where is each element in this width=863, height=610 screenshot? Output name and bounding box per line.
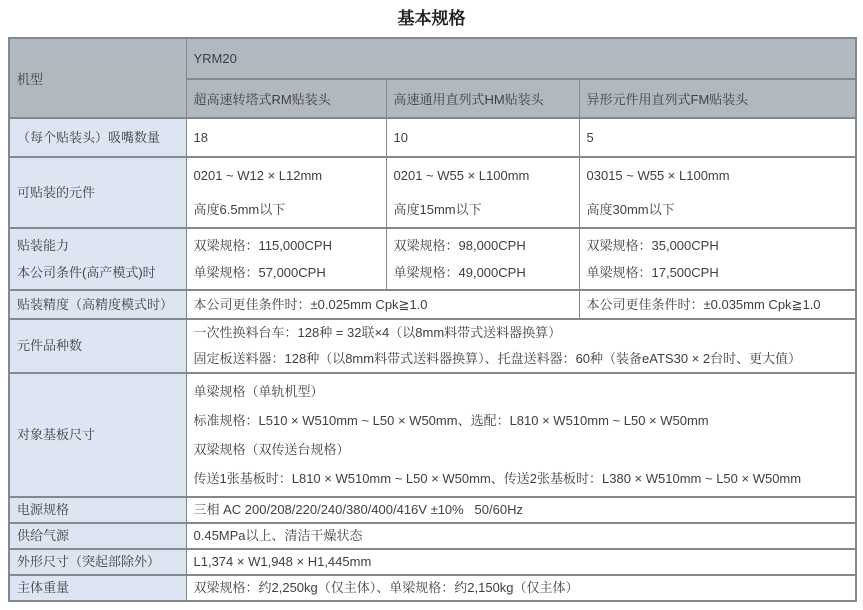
row-label-cell — [9, 228, 186, 290]
row-value-line: 03015 ~ W55 × L100mm — [586, 167, 730, 183]
spec-row — [9, 118, 856, 157]
model-label-cell: 机型 — [9, 38, 186, 118]
row-value-cell — [386, 118, 579, 157]
row-value-line: 单梁规格：49,000CPH — [393, 264, 526, 280]
row-value-line: 单梁规格：57,000CPH — [193, 264, 326, 280]
row-label-cell — [9, 157, 186, 228]
row-label-line: （每个贴装头）吸嘴数量 — [17, 129, 161, 145]
spec-row — [9, 575, 856, 601]
row-label-cell — [9, 497, 186, 523]
row-value-cell — [186, 228, 386, 290]
row-value-line: 双梁规格：约2,250kg（仅主体）、单梁规格：约2,150kg（仅主体） — [193, 580, 579, 595]
row-value-line: 单梁规格（单轨机型） — [193, 383, 324, 399]
row-value-line: L1,374 × W1,948 × H1,445mm — [193, 554, 372, 569]
head-cell-hm: 高速通用直列式HM贴装头 — [386, 79, 579, 118]
row-value-line: 高度15mm以下 — [393, 201, 482, 217]
row-label-cell — [9, 549, 186, 575]
row-value-line: 一次性换料台车：128种 = 32联×4（以8mm料带式送料器换算） — [193, 325, 562, 340]
row-value-cell — [186, 118, 386, 157]
row-label-line: 可贴装的元件 — [17, 184, 96, 200]
spec-row — [9, 290, 856, 319]
row-label-line: 对象基板尺寸 — [17, 427, 96, 442]
row-value-line: 固定板送料器：128种（以8mm料带式送料器换算）、托盘送料器：60种（装备eATS30 × 2台时、更大值） — [193, 351, 802, 366]
row-value-cell — [579, 290, 856, 319]
row-label-cell — [9, 290, 186, 319]
row-value-cell — [186, 373, 856, 497]
spec-row — [9, 373, 856, 497]
row-label-line: 贴装精度（高精度模式时） — [17, 296, 174, 312]
head-cell-fm: 异形元件用直列式FM贴装头 — [579, 79, 856, 118]
row-value-line: 双梁规格：98,000CPH — [393, 237, 526, 253]
spec-table — [8, 37, 857, 602]
row-value-line: 高度30mm以下 — [586, 201, 675, 217]
spec-table-header — [9, 38, 856, 118]
row-value-cell — [386, 228, 579, 290]
row-value-line: 本公司更佳条件时：±0.035mm Cpk≧1.0 — [586, 296, 821, 312]
spec-row — [9, 497, 856, 523]
row-label-cell — [9, 319, 186, 373]
row-value-line: 单梁规格：17,500CPH — [586, 264, 719, 280]
row-value-line: 0201 ~ W12 × L12mm — [193, 167, 323, 183]
row-value-cell — [186, 575, 856, 601]
row-value-line: 18 — [193, 129, 208, 145]
spec-row — [9, 523, 856, 549]
head-cell-rm: 超高速转塔式RM贴装头 — [186, 79, 386, 118]
page-title: 基本规格 — [397, 9, 466, 28]
row-value-line: 0201 ~ W55 × L100mm — [393, 167, 530, 183]
row-label-cell — [9, 118, 186, 157]
model-row — [9, 38, 856, 79]
row-value-cell — [186, 290, 579, 319]
row-label-line: 贴装能力 — [17, 237, 70, 253]
row-value-line: 标准规格：L510 × W510mm ~ L50 × W50mm、选配：L810 × W510mm ~ L50 × W50mm — [193, 412, 709, 428]
row-value-cell — [386, 157, 579, 228]
row-label-line: 外形尺寸（突起部除外） — [17, 554, 161, 569]
row-value-line: 5 — [586, 129, 594, 145]
row-label-cell — [9, 523, 186, 549]
row-value-cell — [186, 157, 386, 228]
row-label-line: 主体重量 — [17, 580, 70, 595]
row-value-line: 三相 AC 200/208/220/240/380/400/416V ±10% 50/60Hz — [193, 502, 523, 517]
row-value-line: 传送1张基板时：L810 × W510mm ~ L50 × W50mm、传送2张基板时：L380 × W510mm ~ L50 × W50mm — [193, 470, 802, 486]
row-value-cell — [579, 157, 856, 228]
row-value-line: 双梁规格：35,000CPH — [586, 237, 719, 253]
spec-row — [9, 157, 856, 228]
row-label-cell — [9, 575, 186, 601]
row-value-line: 本公司更佳条件时：±0.025mm Cpk≧1.0 — [193, 296, 428, 312]
spec-table-body — [9, 118, 856, 601]
spec-row — [9, 549, 856, 575]
row-value-cell — [186, 319, 856, 373]
row-value-cell — [579, 228, 856, 290]
model-value-cell: YRM20 — [186, 38, 856, 79]
row-label-line: 元件品种数 — [17, 338, 83, 353]
row-value-line: 双梁规格（双传送台规格） — [193, 441, 350, 457]
row-value-line: 双梁规格：115,000CPH — [193, 237, 332, 253]
row-label-cell — [9, 373, 186, 497]
spec-row — [9, 319, 856, 373]
row-value-line: 高度6.5mm以下 — [193, 201, 286, 217]
row-value-line: 0.45MPa以上、清洁干燥状态 — [193, 528, 363, 543]
row-value-cell — [186, 523, 856, 549]
row-value-cell — [579, 118, 856, 157]
row-label-line: 电源规格 — [17, 502, 70, 517]
row-value-cell — [186, 549, 856, 575]
spec-row — [9, 228, 856, 290]
row-label-line: 供给气源 — [17, 528, 70, 543]
row-value-cell — [186, 497, 856, 523]
row-label-line: 本公司条件(高产模式)时 — [17, 264, 156, 280]
row-value-line: 10 — [393, 129, 408, 145]
